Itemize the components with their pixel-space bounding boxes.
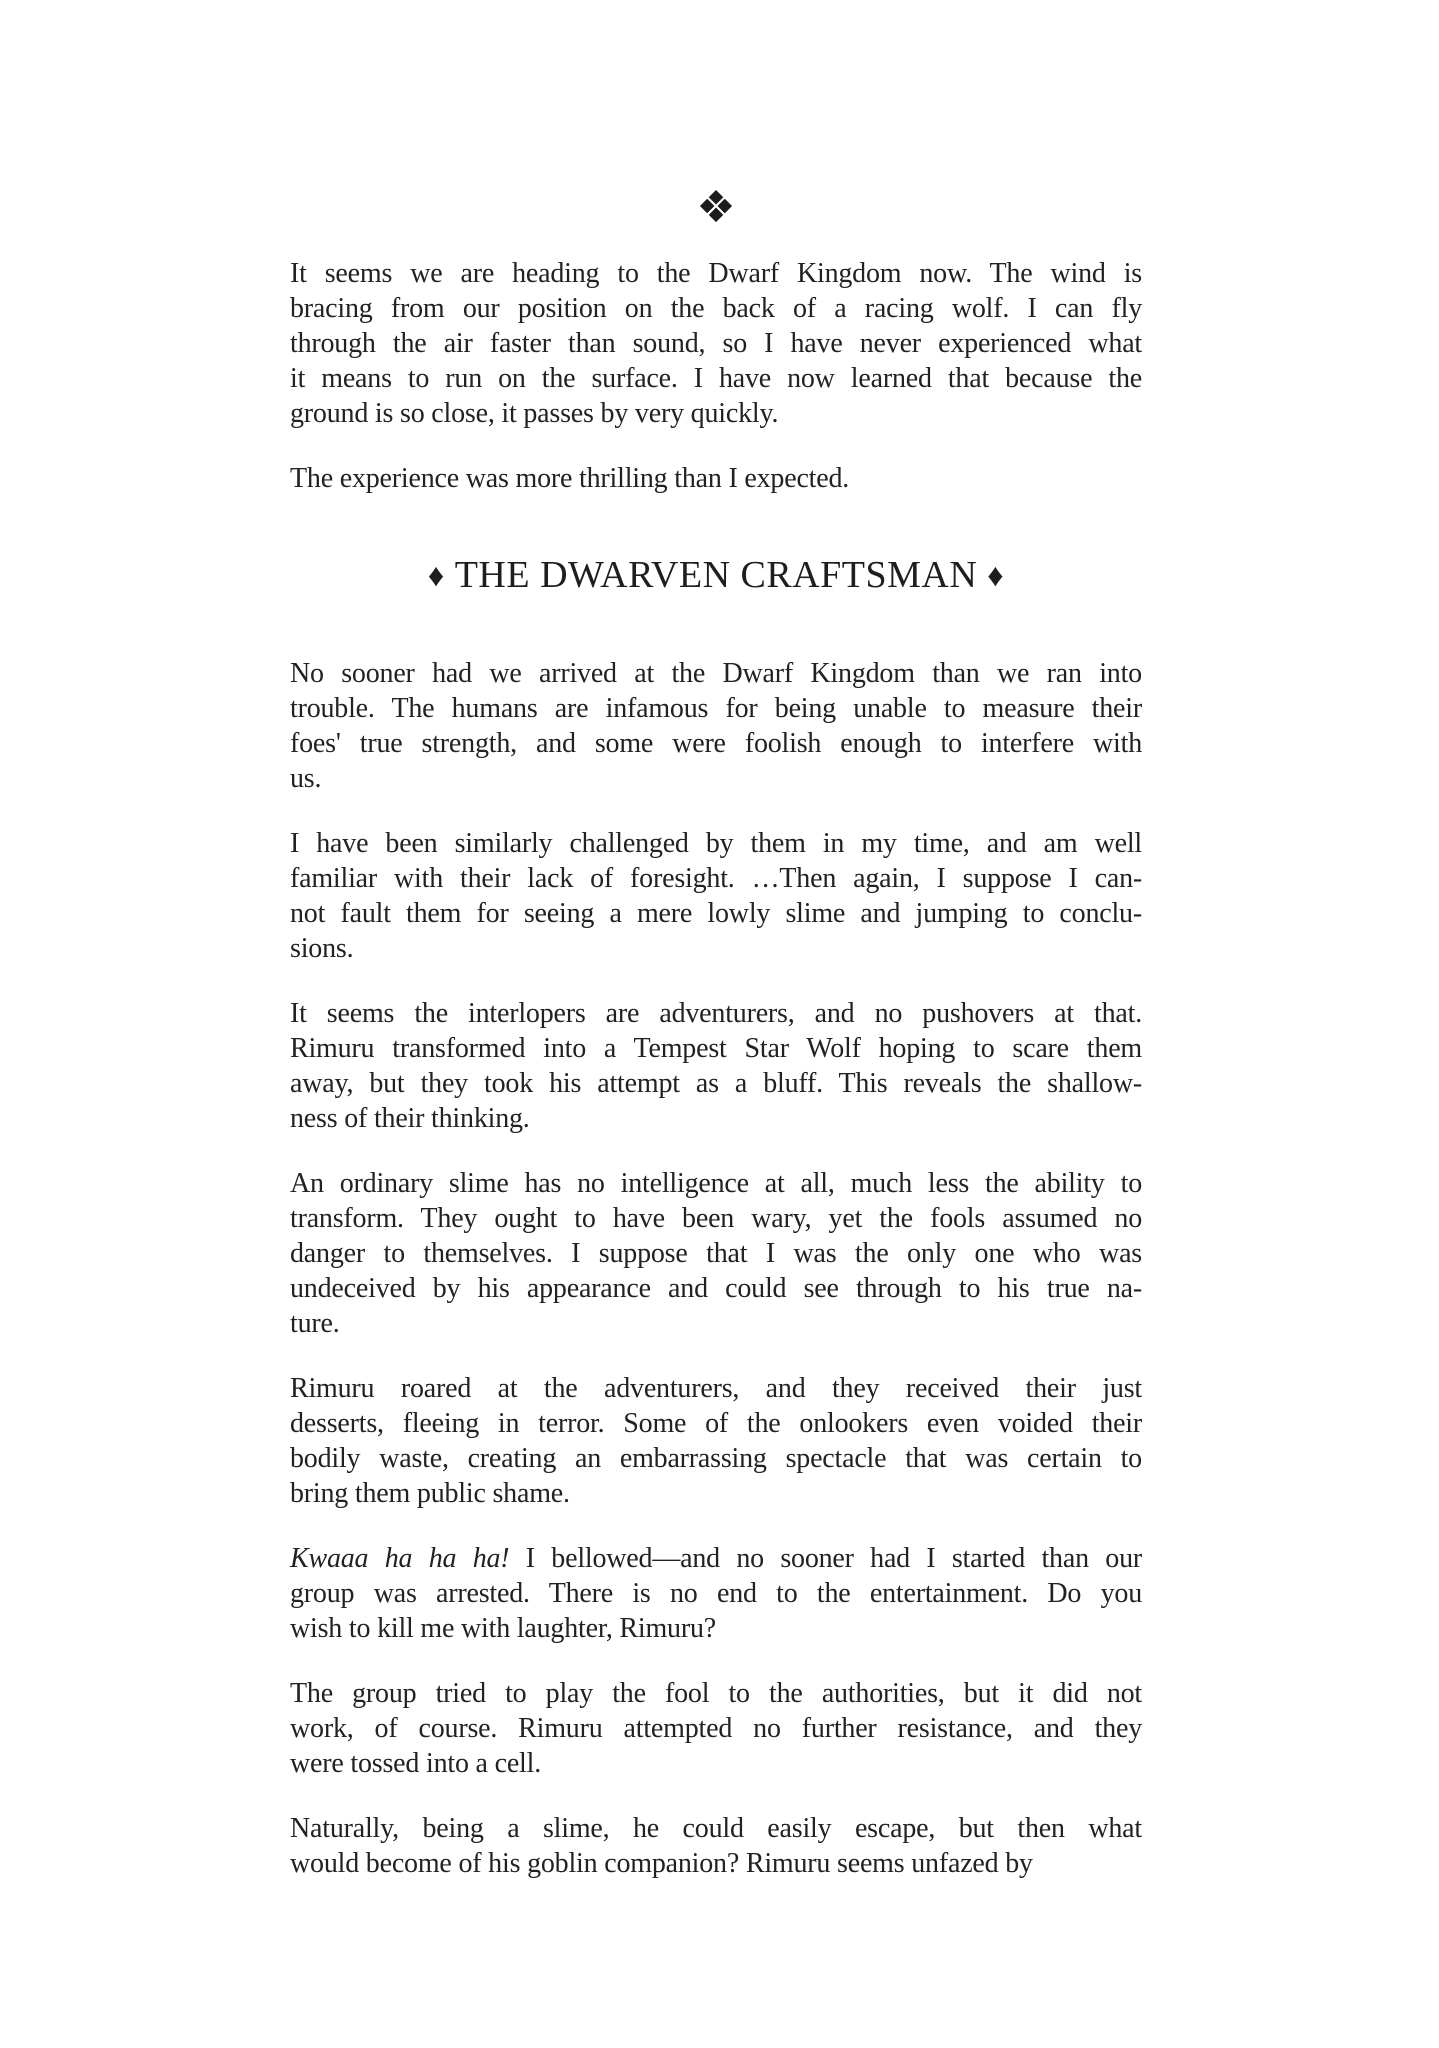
text-line: [290, 896, 1142, 931]
diamond-right-icon: ♦: [987, 557, 1005, 593]
chapter-heading-title: THE DWARVEN CRAFTSMAN: [454, 554, 978, 596]
text-column: [290, 182, 1142, 1881]
text-line: [290, 1031, 1142, 1066]
text-segment: transform. They ought to have been wary, yet the fools assumed no: [290, 1203, 1142, 1234]
text-segment: The experience was more thrilling than I expected.: [290, 463, 850, 494]
text-segment: Rimuru roared at the adventurers, and they received their just: [290, 1373, 1142, 1404]
text-segment: bring them public shame.: [290, 1478, 570, 1509]
paragraph: [290, 1166, 1142, 1341]
text-segment: ground is so close, it passes by very quickly.: [290, 398, 779, 429]
text-line: [290, 826, 1142, 861]
text-line: [290, 461, 1142, 496]
paragraph: [290, 656, 1142, 796]
paragraph: [290, 996, 1142, 1136]
text-line: [290, 861, 1142, 896]
text-segment: sions.: [290, 933, 354, 964]
text-segment: ture.: [290, 1308, 340, 1339]
text-block-after-heading: [290, 656, 1142, 1881]
text-segment: were tossed into a cell.: [290, 1748, 542, 1779]
diamond-left-icon: ♦: [427, 557, 445, 593]
paragraph: [290, 256, 1142, 431]
text-line: [290, 1576, 1142, 1611]
text-line: [290, 691, 1142, 726]
text-line: [290, 1201, 1142, 1236]
text-segment: group was arrested. There is no end to the entertainment. Do you: [290, 1578, 1142, 1609]
text-segment: wish to kill me with laughter, Rimuru?: [290, 1613, 717, 1644]
text-line: [290, 761, 1142, 796]
text-line: [290, 1611, 1142, 1646]
text-line: [290, 726, 1142, 761]
text-segment: danger to themselves. I suppose that I was the only one who was: [290, 1238, 1142, 1269]
text-segment: familiar with their lack of foresight. …Then again, I suppose I can-: [290, 863, 1142, 894]
text-line: [290, 1166, 1142, 1201]
text-segment: It seems we are heading to the Dwarf Kingdom now. The wind is: [290, 258, 1142, 289]
text-segment: undeceived by his appearance and could see through to his true na-: [290, 1273, 1142, 1304]
text-line: [290, 656, 1142, 691]
section-break-icon: ❖: [696, 182, 736, 233]
text-line: [290, 1541, 1142, 1576]
text-line: [290, 1811, 1142, 1846]
text-line: [290, 1066, 1142, 1101]
text-segment: I bellowed—and no sooner had I started than our: [509, 1543, 1142, 1574]
paragraph: [290, 1811, 1142, 1881]
text-segment: through the air faster than sound, so I have never experienced what: [290, 328, 1142, 359]
text-line: [290, 326, 1142, 361]
text-line: [290, 1676, 1142, 1711]
paragraph: [290, 826, 1142, 966]
text-segment: It seems the interlopers are adventurers, and no pushovers at that.: [290, 998, 1142, 1029]
text-segment: Rimuru transformed into a Tempest Star Wolf hoping to scare them: [290, 1033, 1142, 1064]
text-line: [290, 931, 1142, 966]
text-line: [290, 1101, 1142, 1136]
text-line: [290, 1711, 1142, 1746]
text-segment: us.: [290, 763, 322, 794]
text-line: [290, 1476, 1142, 1511]
text-segment: The group tried to play the fool to the authorities, but it did not: [290, 1678, 1142, 1709]
italic-text-segment: Kwaaa ha ha ha!: [290, 1543, 510, 1574]
text-segment: I have been similarly challenged by them in my time, and am well: [290, 828, 1142, 859]
text-block-before-heading: [290, 256, 1142, 496]
text-line: [290, 1746, 1142, 1781]
text-segment: foes' true strength, and some were foolish enough to interfere with: [290, 728, 1142, 759]
text-line: [290, 361, 1142, 396]
text-segment: bracing from our position on the back of a racing wolf. I can fly: [290, 293, 1142, 324]
text-segment: No sooner had we arrived at the Dwarf Kingdom than we ran into: [290, 658, 1142, 689]
paragraph: [290, 1541, 1142, 1646]
text-line: [290, 291, 1142, 326]
text-line: [290, 396, 1142, 431]
text-segment: it means to run on the surface. I have now learned that because the: [290, 363, 1142, 394]
chapter-heading: [290, 550, 1142, 600]
text-segment: trouble. The humans are infamous for being unable to measure their: [290, 693, 1142, 724]
text-segment: work, of course. Rimuru attempted no further resistance, and they: [290, 1713, 1142, 1744]
text-line: [290, 1406, 1142, 1441]
text-line: [290, 1236, 1142, 1271]
text-segment: bodily waste, creating an embarrassing spectacle that was certain to: [290, 1443, 1142, 1474]
text-segment: Naturally, being a slime, he could easily escape, but then what: [290, 1813, 1142, 1844]
text-segment: An ordinary slime has no intelligence at all, much less the ability to: [290, 1168, 1142, 1199]
text-segment: ness of their thinking.: [290, 1103, 530, 1134]
text-line: [290, 1306, 1142, 1341]
text-line: [290, 1271, 1142, 1306]
paragraph: [290, 461, 1142, 496]
text-segment: would become of his goblin companion? Rimuru seems unfazed by: [290, 1848, 1033, 1879]
paragraph: [290, 1676, 1142, 1781]
text-line: [290, 996, 1142, 1031]
text-line: [290, 256, 1142, 291]
text-line: [290, 1371, 1142, 1406]
text-segment: not fault them for seeing a mere lowly slime and jumping to conclu-: [290, 898, 1142, 929]
section-break-ornament: [290, 182, 1142, 233]
paragraph: [290, 1371, 1142, 1511]
text-segment: away, but they took his attempt as a bluff. This reveals the shallow-: [290, 1068, 1142, 1099]
text-segment: desserts, fleeing in terror. Some of the onlookers even voided their: [290, 1408, 1142, 1439]
text-line: [290, 1846, 1142, 1881]
text-line: [290, 1441, 1142, 1476]
